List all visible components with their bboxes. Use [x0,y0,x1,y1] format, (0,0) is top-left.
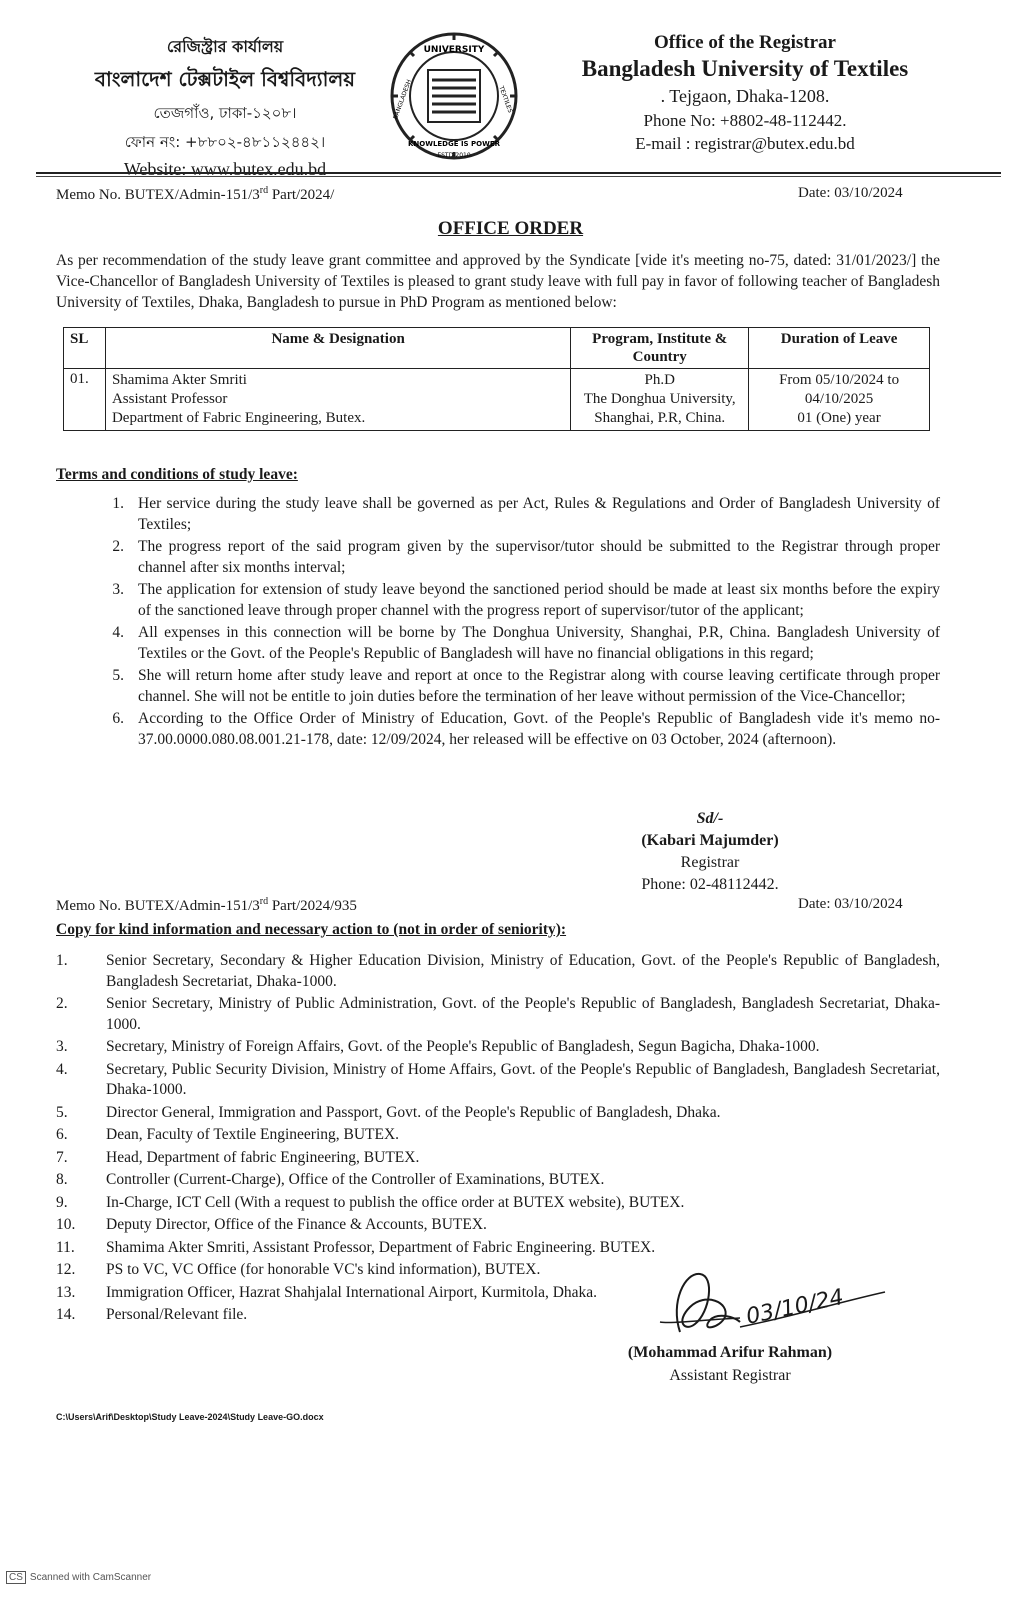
copy-number: 13. [56,1283,76,1301]
seal-side-right: TEXTILES [497,85,514,114]
copy-text: Deputy Director, Office of the Finance & Accounts, BUTEX. [106,1216,487,1233]
term-text: All expenses in this connection will be borne by The Donghua University, Shanghai, P.R, China. Bangladesh University of Textiles or the Govt. of the People's Republic of Bangladesh will have no financial obligations in this regard; [138,624,940,662]
office-name-bn: রেজিস্ট্রার কার্যালয় [166,37,284,56]
copy-text: In-Charge, ICT Cell (With a request to publish the office order at BUTEX website), BUTEX. [106,1193,685,1211]
term-number: 3. [112,581,124,598]
header-divider [36,172,1001,174]
registrar-phone: Phone: 02-48112442. [641,876,779,893]
term-number: 6. [112,710,124,727]
copy-text: Senior Secretary, Ministry of Public Administration, Govt. of the People's Republic of Bangladesh, Bangladesh Secretariat, Dhaka-1000. [106,995,940,1033]
phone-bn: ফোন নং: +৮৮০২-৪৮১১২৪৪২। [124,133,326,151]
handwritten-date: 03/10/24 [744,1284,846,1330]
copy-text: Secretary, Ministry of Foreign Affairs, Govt. of the People's Republic of Bangladesh, Segun Bagicha, Dhaka-1000. [106,1038,820,1055]
signatory-registrar [600,808,820,896]
list-item [56,537,940,578]
address: . Tejgaon, Dhaka-1208. [660,86,830,106]
copy-number: 8. [56,1171,68,1188]
seal-side-left: BANGLADESH [392,78,414,121]
duration-length: 01 (One) year [797,410,881,426]
address-bn: তেজগাঁও, ঢাকা-১২০৮। [153,104,297,122]
copy-number: 9. [56,1193,68,1211]
list-item [56,623,940,664]
sd-mark: Sd/- [696,810,724,827]
row-sl: 01. [64,369,106,431]
copy-heading: Copy for kind information and necessary action to (not in order of seniority): [56,921,567,938]
university-seal-logo [388,30,520,162]
copy-text: Head, Department of fabric Engineering, BUTEX. [106,1148,420,1166]
memo-date: Date: 03/10/2024 [798,185,903,201]
terms-list [56,494,940,752]
copy-text: Dean, Faculty of Textile Engineering, BUTEX. [106,1126,400,1143]
term-number: 5. [112,667,124,684]
copy-number: 7. [56,1148,68,1166]
program: Ph.D [644,372,675,388]
list-item [56,1193,940,1214]
teacher-designation: Assistant Professor [111,391,228,407]
copy-number: 14. [56,1306,76,1323]
row-program-cell [571,369,749,431]
copy-text: Secretary, Public Security Division, Ministry of Home Affairs, Govt. of the People's Republic of Bangladesh, Bangladesh Secretariat, Dhaka-1000. [106,1060,940,1098]
list-item [56,1060,940,1101]
scanner-watermark [6,1571,151,1584]
table-row [64,369,930,431]
col-duration: Duration of Leave [749,328,930,369]
memo2-date: Date: 03/10/2024 [798,896,903,912]
term-number: 1. [112,495,124,512]
seal-text-bottom: KNOWLEDGE IS POWER [407,140,501,148]
term-number: 2. [112,538,124,555]
list-item [56,1170,940,1191]
header-left [60,34,390,180]
copy-number: 3. [56,1038,68,1055]
copy-number: 2. [56,995,68,1012]
assistant-registrar-name: (Mohammad Arifur Rahman) [627,1344,833,1361]
header-right [545,32,945,154]
term-number: 4. [112,624,124,641]
copy-number: 12. [56,1261,76,1278]
list-item [56,1215,940,1236]
table-header-row [64,328,930,369]
term-text: The application for extension of study leave beyond the sanctioned period should be made at least six months before the expiry of the sanctioned leave through proper channel with the progress report of supervisor/tutor of the applicant; [138,581,940,619]
list-item [56,1037,940,1058]
term-text: Her service during the study leave shall be governed as per Act, Rules & Regulations and Order of Bangladesh University of Textiles; [138,495,940,533]
list-item [56,1238,940,1259]
teacher-name: Shamima Akter Smriti [111,372,247,388]
registrar-name: (Kabari Majumder) [641,832,779,849]
copy-number: 4. [56,1060,68,1078]
leave-table [63,327,930,431]
list-item [56,1125,940,1146]
copy-text: Controller (Current-Charge), Office of the Controller of Examinations, BUTEX. [106,1171,605,1188]
copy-text: Senior Secretary, Secondary & Higher Education Division, Ministry of Education, Govt. of the People's Republic of Bangladesh, Bangladesh Secretariat, Dhaka-1000. [106,952,940,990]
office-name: Office of the Registrar [653,32,836,53]
term-text: She will return home after study leave and report at once to the Registrar along with course leaving certificate through proper channel. She will not be entitle to join duties before the termination of her leave without permission of the Vice-Chancellor; [138,667,940,705]
copy-text: Shamima Akter Smriti, Assistant Professor, Department of Fabric Engineering. BUTEX. [106,1238,656,1256]
col-sl: SL [64,328,106,369]
copy-number: 11. [56,1238,75,1256]
term-text: According to the Office Order of Ministry of Education, Govt. of the People's Republic of Bangladesh vide it's memo no-37.00.0000.080.08.001.21-178, date: 12/09/2024, her released will be effective on 03 October, 2024 (afternoon). [138,710,940,748]
copy-text: Personal/Relevant file. [106,1306,248,1323]
list-item [56,951,940,992]
copy-text: Director General, Immigration and Passport, Govt. of the People's Republic of Bangladesh, Dhaka. [106,1103,721,1121]
university-name-bn: বাংলাদেশ টেক্সটাইল বিশ্ববিদ্যালয় [94,67,356,91]
terms-heading: Terms and conditions of study leave: [56,466,298,483]
copy-number: 6. [56,1126,68,1143]
term-text: The progress report of the said program given by the supervisor/tutor should be submitted to the Registrar through proper channel after six months interval; [138,538,940,576]
document-title: OFFICE ORDER [437,218,584,239]
copy-number: 1. [56,952,68,969]
copy-number: 10. [56,1216,76,1233]
teacher-department: Department of Fabric Engineering, Butex. [111,410,366,426]
website: Website: www.butex.edu.bd [123,159,327,179]
row-duration-cell [749,369,930,431]
copy-number: 5. [56,1103,68,1121]
duration-from: From 05/10/2024 to [779,372,900,388]
handwritten-signature [640,1262,890,1344]
camscanner-icon: CS [6,1571,26,1584]
list-item [56,666,940,707]
memo-number: Memo No. BUTEX/Admin-151/3rd Part/2024/ [56,185,335,203]
list-item [56,580,940,621]
memo2-number: Memo No. BUTEX/Admin-151/3rd Part/2024/935 [56,896,357,914]
list-item [56,994,940,1035]
file-path: C:\Users\Arif\Desktop\Study Leave-2024\Study Leave-GO.docx [56,1412,324,1422]
list-item [56,709,940,750]
phone: Phone No: +8802-48-112442. [643,111,847,130]
header-divider-thin [36,176,1001,177]
list-item [56,494,940,535]
scanner-text: Scanned with CamScanner [29,1572,152,1583]
col-program: Program, Institute & Country [571,328,749,369]
seal-estd: ESTD-2010 [437,152,471,159]
copy-text: PS to VC, VC Office (for honorable VC's kind information), BUTEX. [106,1261,541,1278]
intro-paragraph: As per recommendation of the study leave grant committee and approved by the Syndicate [vide it's meeting no-75, dated: 31/01/2023/] the Vice-Chancellor of Bangladesh University of Textiles is pleased to grant study leave with full pay in favor of following teacher of Bangladesh University of Textiles, Dhaka, Bangladesh to pursue in PhD Program as mentioned below: [56,252,940,311]
list-item [56,1148,940,1169]
email: E-mail : registrar@butex.edu.bd [635,134,855,153]
duration-to: 04/10/2025 [804,391,874,407]
registrar-title: Registrar [680,854,740,871]
university-name: Bangladesh University of Textiles [581,56,909,81]
signatory-assistant-registrar [610,1341,850,1387]
col-name-designation: Name & Designation [105,328,570,369]
list-item [56,1103,940,1124]
row-name-cell [105,369,570,431]
copy-text: Immigration Officer, Hazrat Shahjalal International Airport, Kurmitola, Dhaka. [106,1283,598,1301]
institute: The Donghua University, Shanghai, P.R, China. [583,391,736,426]
assistant-registrar-title: Assistant Registrar [669,1367,791,1384]
seal-text-top: UNIVERSITY [423,45,485,55]
